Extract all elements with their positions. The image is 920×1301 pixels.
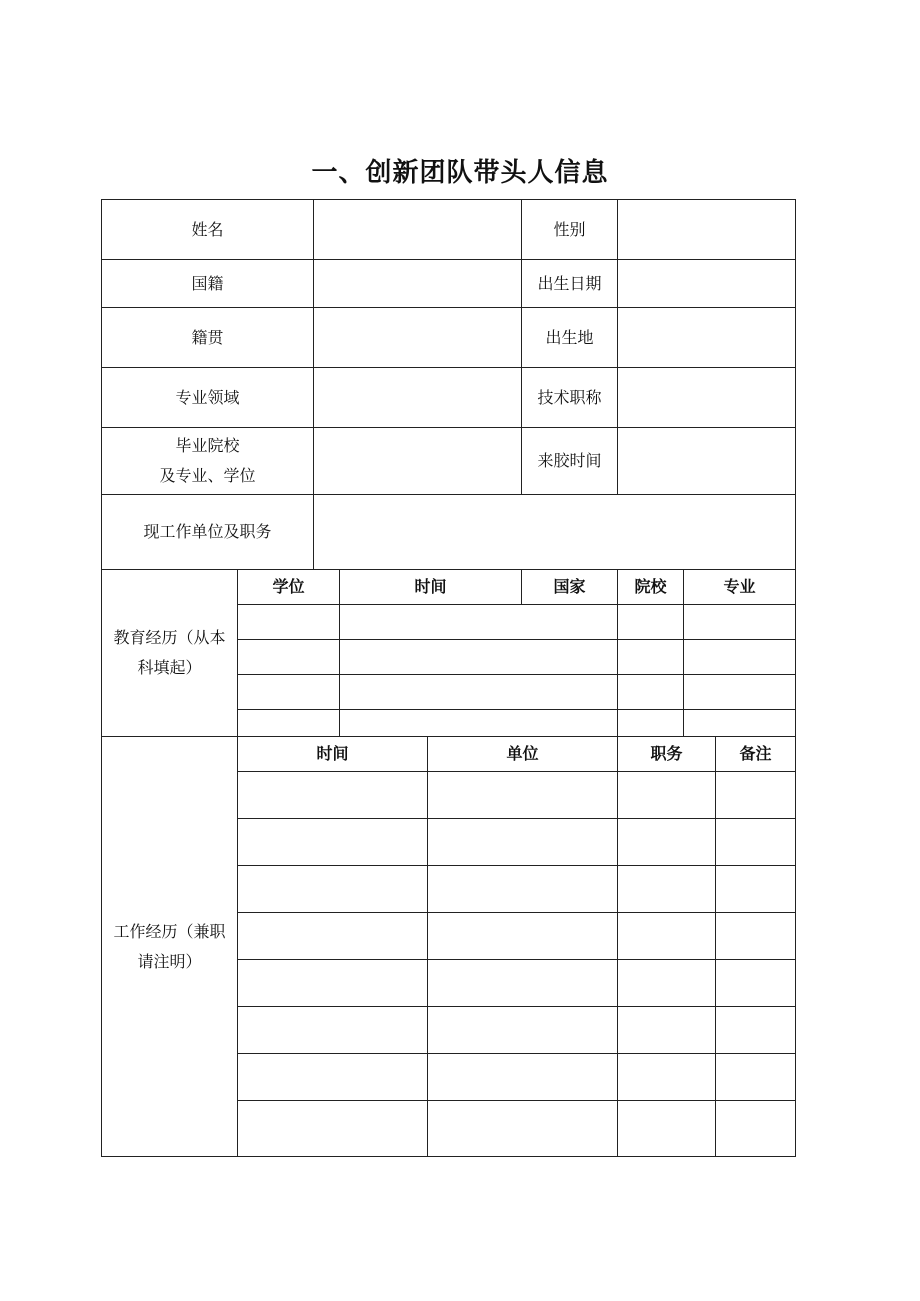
education-time-country-cell[interactable] xyxy=(340,605,618,640)
education-degree-cell[interactable] xyxy=(238,640,340,675)
graduation-label-line2: 及专业、学位 xyxy=(159,466,256,485)
work-header-position: 职务 xyxy=(618,737,716,772)
education-header-school: 院校 xyxy=(618,570,684,605)
education-header-degree: 学位 xyxy=(238,570,340,605)
work-time-cell[interactable] xyxy=(238,1101,428,1157)
work-header-time: 时间 xyxy=(238,737,428,772)
education-degree-cell[interactable] xyxy=(238,675,340,710)
field-field[interactable] xyxy=(314,368,522,428)
work-position-cell[interactable] xyxy=(618,866,716,913)
title-label: 技术职称 xyxy=(522,368,618,428)
graduation-label-line1: 毕业院校 xyxy=(175,436,240,455)
work-unit-cell[interactable] xyxy=(428,1007,618,1054)
education-major-cell[interactable] xyxy=(684,710,796,737)
education-time-country-cell[interactable] xyxy=(340,640,618,675)
work-time-cell[interactable] xyxy=(238,1054,428,1101)
education-school-cell[interactable] xyxy=(618,675,684,710)
gender-field[interactable] xyxy=(618,200,796,260)
field-label: 专业领域 xyxy=(102,368,314,428)
education-major-cell[interactable] xyxy=(684,675,796,710)
work-unit-cell[interactable] xyxy=(428,819,618,866)
work-position-cell[interactable] xyxy=(618,960,716,1007)
graduation-field[interactable] xyxy=(314,428,522,495)
birth-place-label: 出生地 xyxy=(522,308,618,368)
work-remark-cell[interactable] xyxy=(716,913,796,960)
work-unit-cell[interactable] xyxy=(428,772,618,819)
arrival-field[interactable] xyxy=(618,428,796,495)
work-time-cell[interactable] xyxy=(238,960,428,1007)
work-time-cell[interactable] xyxy=(238,913,428,960)
work-remark-cell[interactable] xyxy=(716,1007,796,1054)
birth-date-label: 出生日期 xyxy=(522,260,618,308)
education-major-cell[interactable] xyxy=(684,605,796,640)
work-position-cell[interactable] xyxy=(618,819,716,866)
gender-label: 性别 xyxy=(522,200,618,260)
native-place-label: 籍贯 xyxy=(102,308,314,368)
current-job-field[interactable] xyxy=(314,495,796,570)
education-label-line2: 科填起） xyxy=(137,658,202,677)
work-header-unit: 单位 xyxy=(428,737,618,772)
name-field[interactable] xyxy=(314,200,522,260)
birth-date-field[interactable] xyxy=(618,260,796,308)
nationality-field[interactable] xyxy=(314,260,522,308)
row-field-title xyxy=(102,368,796,428)
work-header-row xyxy=(102,737,796,772)
education-school-cell[interactable] xyxy=(618,710,684,737)
row-current-job xyxy=(102,495,796,570)
work-time-cell[interactable] xyxy=(238,866,428,913)
education-header-time: 时间 xyxy=(340,570,522,605)
education-school-cell[interactable] xyxy=(618,605,684,640)
work-remark-cell[interactable] xyxy=(716,1101,796,1157)
work-label xyxy=(102,737,238,1157)
work-remark-cell[interactable] xyxy=(716,819,796,866)
work-time-cell[interactable] xyxy=(238,1007,428,1054)
education-header-major: 专业 xyxy=(684,570,796,605)
leader-info-table xyxy=(101,199,796,1157)
work-time-cell[interactable] xyxy=(238,772,428,819)
row-native-birthplace xyxy=(102,308,796,368)
work-remark-cell[interactable] xyxy=(716,1054,796,1101)
form-title: 一、创新团队带头人信息 xyxy=(311,158,609,188)
work-position-cell[interactable] xyxy=(618,913,716,960)
work-unit-cell[interactable] xyxy=(428,960,618,1007)
birth-place-field[interactable] xyxy=(618,308,796,368)
title-field[interactable] xyxy=(618,368,796,428)
native-place-field[interactable] xyxy=(314,308,522,368)
work-remark-cell[interactable] xyxy=(716,960,796,1007)
work-label-line1: 工作经历（兼职 xyxy=(113,921,226,941)
name-label: 姓名 xyxy=(102,200,314,260)
work-position-cell[interactable] xyxy=(618,772,716,819)
work-unit-cell[interactable] xyxy=(428,1054,618,1101)
work-remark-cell[interactable] xyxy=(716,772,796,819)
work-header-remark: 备注 xyxy=(716,737,796,772)
row-name-gender xyxy=(102,200,796,260)
education-header-country: 国家 xyxy=(522,570,618,605)
education-degree-cell[interactable] xyxy=(238,710,340,737)
work-remark-cell[interactable] xyxy=(716,866,796,913)
nationality-label: 国籍 xyxy=(102,260,314,308)
work-position-cell[interactable] xyxy=(618,1007,716,1054)
education-label-line1: 教育经历（从本 xyxy=(113,628,226,647)
arrival-label: 来胶时间 xyxy=(522,428,618,495)
education-label xyxy=(102,570,238,737)
education-time-country-cell[interactable] xyxy=(340,710,618,737)
row-nationality-birthdate xyxy=(102,260,796,308)
row-graduation-arrival xyxy=(102,428,796,495)
current-job-label: 现工作单位及职务 xyxy=(102,495,314,570)
education-degree-cell[interactable] xyxy=(238,605,340,640)
education-major-cell[interactable] xyxy=(684,640,796,675)
education-school-cell[interactable] xyxy=(618,640,684,675)
work-time-cell[interactable] xyxy=(238,819,428,866)
graduation-label xyxy=(102,428,314,495)
education-header-row xyxy=(102,570,796,605)
work-unit-cell[interactable] xyxy=(428,913,618,960)
work-label-line2: 请注明） xyxy=(137,951,202,971)
work-unit-cell[interactable] xyxy=(428,866,618,913)
work-position-cell[interactable] xyxy=(618,1101,716,1157)
work-position-cell[interactable] xyxy=(618,1054,716,1101)
work-unit-cell[interactable] xyxy=(428,1101,618,1157)
education-time-country-cell[interactable] xyxy=(340,675,618,710)
